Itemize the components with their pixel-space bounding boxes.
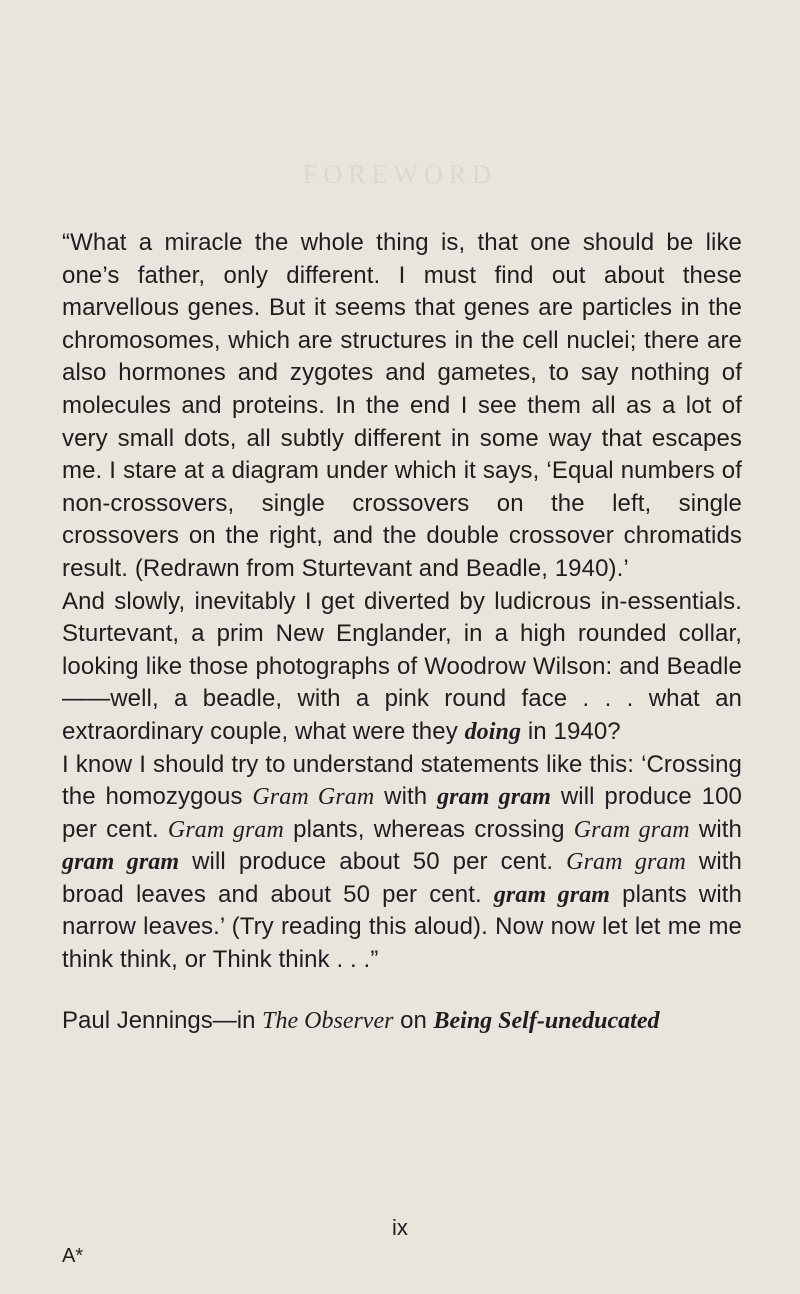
attribution-author: Paul Jennings [62,1007,213,1034]
text-segment-italic: Gram gram [167,816,284,843]
text-segment-bold-italic: gram gram [62,849,180,876]
bleed-through-heading: FOREWORD [303,160,497,189]
text-segment-normal: will produce 100 per cent. [62,783,742,843]
text-segment-italic: Gram gram [566,849,686,876]
text-segment-bold-italic: gram gram [437,784,552,811]
text-segment-normal: plants with narrow leaves.’ (Try reading this aloud). Now now let let me me think think, or Think think . . .” [62,880,742,974]
text-segment-normal: with [689,815,743,843]
attribution-work: Being Self-uneducated [433,1008,660,1034]
quotation-body [62,227,742,977]
quote-paragraph-1 [62,227,742,586]
signature-mark: A* [62,1245,84,1267]
text-segment-italic: Gram gram [573,816,690,843]
text-segment-bold-italic: doing [464,718,522,745]
text-segment-normal: “What a miracle the whole thing is, that one should be like one’s father, only different. I must find out about these marvellous genes. But it seems that genes are particles in the chromosomes, which are structures in the cell nuclei; there are also hormones and zygotes and gametes, to say nothing of molecules and proteins. In the end I see them all as a lot of very small dots, all subtly different in some way that escapes me. I stare at a diagram under which it says, ‘Equal numbers of non-crossovers, single crossovers on the left, single crossovers on the right, and the double crossover chromatids result. (Redrawn from Sturtevant and Beadle, 1940).’ [62,229,742,582]
text-segment-bold-italic: gram gram [493,881,611,908]
text-segment-normal: with [374,783,438,811]
attribution-publication: The Observer [262,1008,394,1034]
page-number: ix [392,1215,408,1240]
text-segment-normal: with broad leaves and about 50 per cent. [62,848,742,908]
text-segment-normal: in 1940? [521,717,621,745]
text-segment-italic: Gram Gram [252,784,375,811]
text-segment-normal: will produce about 50 per cent. [179,848,567,876]
text-segment-normal: I know I should try to understand statements like this: ‘Crossing the homozygous [62,750,742,811]
text-segment-normal: plants, whereas crossing [283,815,574,843]
text-segment-normal: And slowly, inevitably I get diverted by ludicrous in-essentials. Sturtevant, a prim New Englander, in a high rounded collar, looking like those photographs of Woodrow Wilson: and Beadle——well, a beadle, with a pink round face . . . what an extraordinary couple, what were they [62,587,742,745]
attribution [62,1006,762,1036]
attribution-connector-2: on [393,1007,434,1034]
quote-paragraph-3 [62,749,742,977]
attribution-connector: —in [212,1007,263,1034]
quote-paragraph-2 [62,586,742,749]
